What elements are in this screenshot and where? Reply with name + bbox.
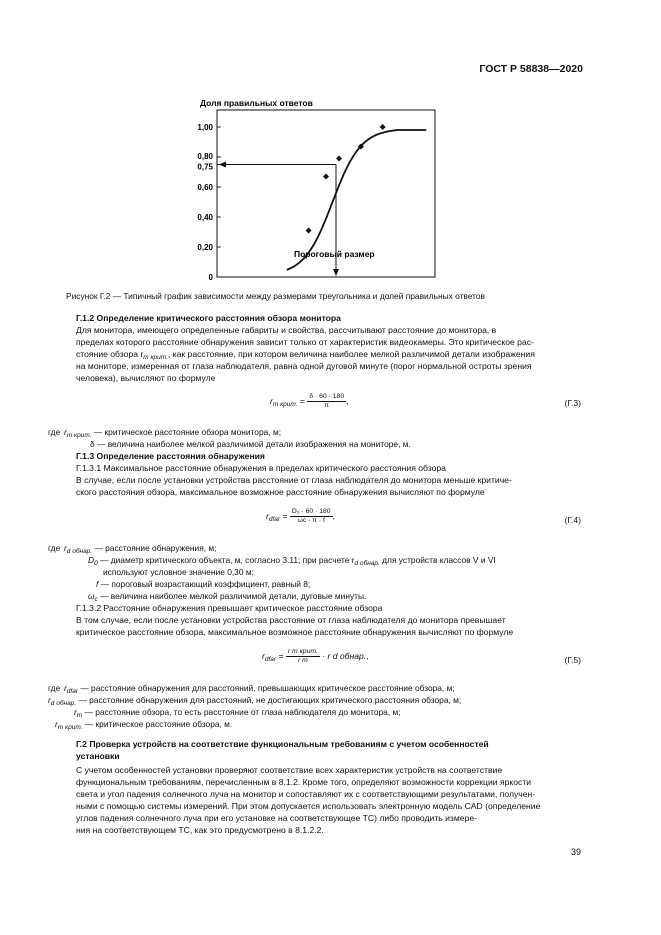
- s1-line2: пределах которого расстояние обнаружения зависит только от характеристик видеокамеры. Это критическое рас-: [76, 337, 534, 347]
- eq-number-g3: (Г.3): [564, 398, 581, 408]
- formula-g4: $r_{dfar}$ = $\frac{\text{D₀ · 60 · 180}}{\omega c \cdot \pi \cdot f}$ ,: [266, 508, 335, 525]
- x-threshold-label: Пороговый размер: [294, 249, 375, 259]
- data-point: [306, 228, 312, 234]
- data-point: [380, 124, 386, 130]
- section-heading-g2-cont: установки: [76, 751, 120, 761]
- section-heading-g12: Г.1.2 Определение критического расстояния обзора монитора: [76, 313, 341, 323]
- y-tick-label: 1,00: [197, 123, 213, 132]
- s2-def5-3: $r_m$ — расстояние обзора, то есть расстояние от глаза наблюдателя до монитора, м;: [74, 707, 401, 719]
- s2-p2a: В случае, если после установки устройства расстояние от глаза наблюдателя до монитора меньше критиче-: [76, 475, 512, 485]
- s2-p1: Г.1.3.1 Максимальное расстояние обнаружения в пределах критического расстояния обзора: [76, 463, 446, 473]
- eq-number-g5: (Г.5): [564, 655, 581, 665]
- y-tick-label: 0,40: [197, 213, 213, 222]
- s1-line4: на мониторе, измеренная от глаза наблюдателя, равна одной дуговой минуте (порог нормальной остроты зрения: [76, 361, 532, 371]
- s2-def-4: $\omega_c$ — величина наиболее мелкой различимой детали, дуговые минуты.: [88, 591, 367, 603]
- s2-def5-4: $r_{m крит.}$ — критическое расстояние обзора, м.: [55, 719, 233, 731]
- data-point: [336, 156, 342, 162]
- s1-def-where: где: [48, 427, 61, 437]
- arrow-left-icon: [219, 162, 226, 168]
- y-tick-label: 0,20: [197, 243, 213, 252]
- s1-def-1: $r_{m крит.}$ — критическое расстояние обзора монитора, м;: [64, 427, 282, 439]
- y-tick-label: 0: [208, 273, 213, 282]
- s2-def5-where: где: [48, 683, 61, 693]
- document-id: ГОСТ Р 58838—2020: [479, 63, 583, 75]
- s2-def5-1: $r_{dfar}$ — расстояние обнаружения для расстояний, превышающих критическое расстояние обзора, м;: [64, 683, 455, 695]
- formula-g5: $r_{dfar}$ = $\frac{\text{r m крит.}}{\text{r m}}$ · r d обнар.,: [262, 648, 369, 665]
- y-tick-label: 0,80: [197, 152, 213, 161]
- s2-def5-2: $r_{d обнар.}$ — расстояние обнаружения для расстояний, не достигающих критического расстояния обзора, м;: [48, 695, 462, 707]
- page-number: 39: [570, 847, 581, 857]
- arrow-down-icon: [333, 269, 339, 276]
- s2-def-where: где: [48, 543, 61, 553]
- s1-line5: человека), вычисляют по формуле: [76, 373, 216, 383]
- figure-caption: Рисунок Г.2 — Типичный график зависимости между размерами треугольника и долей правильных ответов: [66, 291, 486, 301]
- s3-line2: функциональным требованиям, перечисленным в 8.1.2. Кроме того, определяют возможности коррекции яркости: [76, 777, 532, 787]
- s3-line5: углов падения солнечного луча при его установке на соответствующее ТС) либо проводить измере-: [76, 813, 477, 823]
- section-heading-g13: Г.1.3 Определение расстояния обнаружения: [76, 451, 265, 461]
- eq-number-g4: (Г.4): [564, 515, 581, 525]
- y-tick-label: 0,75: [197, 162, 213, 172]
- y-axis-label: Доля правильных ответов: [200, 98, 313, 108]
- s2-def-2: $D_0$ — диаметр критического объекта, м, согласно 3.11; при расчете $r_{d обнар.}$ для устройств классов V и VI: [88, 555, 496, 567]
- s2-p4b: критическое расстояние обзора, максимальное возможное расстояние обнаружения вычисляют по формуле: [76, 627, 514, 637]
- data-points: [306, 124, 386, 234]
- s2-p3: Г.1.3.2 Расстояние обнаружения превышает критическое расстояние обзора: [76, 603, 383, 613]
- s1-line3: стояние обзора $r_{m крит.}$, как расстояние, при котором величина наиболее мелкой различимой детали изображения: [76, 349, 535, 361]
- s3-line4: ными с помощью системы измерений. При этом допускается использовать электронную модель CAD (определение: [76, 801, 541, 811]
- s2-p4a: В том случае, если после установки устройства расстояние от глаза наблюдателя до монитора превышает: [76, 615, 506, 625]
- s3-line6: ния на соответствующем ТС, как это предусмотрено в 8.1.2.2.: [76, 825, 324, 835]
- s3-line3: света и угол падения солнечного луча на монитор и сопоставляют их с соответствующими результатами, получен-: [76, 789, 536, 799]
- psychometric-chart: [196, 92, 446, 284]
- data-point: [323, 174, 329, 180]
- s3-line1: С учетом особенностей установки проверяют соответствие всех характеристик устройств на соответствие: [76, 765, 503, 775]
- section-heading-g2: Г.2 Проверка устройств на соответствие функциональным требованиям с учетом особенностей: [76, 739, 489, 749]
- s1-def-2: δ — величина наиболее мелкой различимой детали изображения на мониторе, м.: [90, 439, 411, 449]
- s2-def-3: f — пороговый возрастающий коэффициент, равный 8;: [96, 579, 311, 589]
- s2-def-2b: используют условное значение 0,30 м;: [103, 567, 254, 577]
- formula-g3: $r_{m крит.}$ = $\frac{\delta \cdot 60 \cdot 180}{\pi}$ ,: [270, 393, 349, 410]
- s1-line1: Для монитора, имеющего определенные габариты и свойства, рассчитывают расстояние до монитора, в: [76, 325, 497, 335]
- s2-def-1: $r_{d обнар.}$ — расстояние обнаружения, м;: [64, 543, 217, 555]
- y-tick-label: 0,60: [197, 183, 213, 192]
- s2-p2b: ского расстояния обзора, максимальное возможное расстояние обнаружения вычисляют по формуле: [76, 487, 485, 497]
